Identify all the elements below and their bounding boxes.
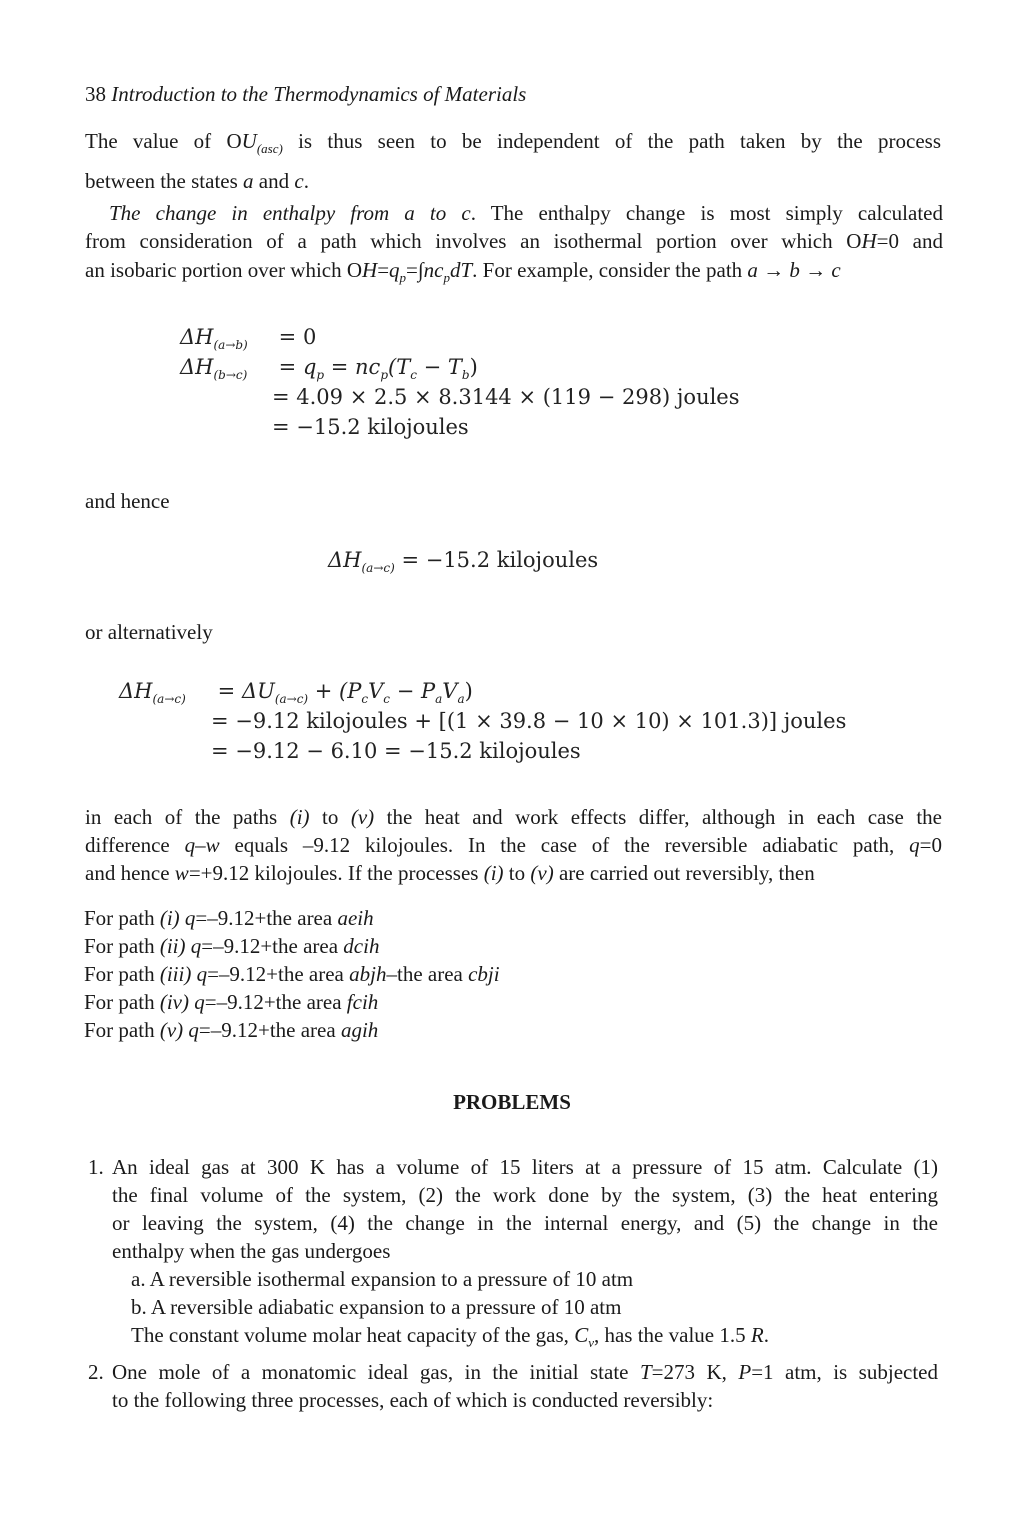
- list-item: For path (v) q=–9.12+the area agih: [84, 1018, 379, 1042]
- enthalpy-heading: The change in enthalpy from a to c: [109, 201, 471, 225]
- list-item: For path (iii) q=–9.12+the area abjh–the area cbji: [84, 962, 500, 986]
- paths-line-1: in each of the paths (i) to (v) the heat and work effects differ, although in each case the: [85, 805, 942, 829]
- problem-1-part-a: a. A reversible isothermal expansion to a pressure of 10 atm: [131, 1267, 634, 1291]
- page-header: [85, 80, 526, 108]
- list-item: For path (i) q=–9.12+the area aeih: [84, 906, 374, 930]
- problem-2-line-1: One mole of a monatomic ideal gas, in the initial state T=273 K, P=1 atm, is subjected: [112, 1360, 938, 1384]
- equation-row: = 4.09 × 2.5 × 8.3144 × (119 − 298) joules: [272, 385, 740, 409]
- list-item: For path (ii) q=–9.12+the area dcih: [84, 934, 380, 958]
- equation-row: $\Delta H_{(a\to c)} = \Delta U_{(a\to c)} + (P_cV_c - P_aV_a)$: [119, 679, 473, 707]
- equation-row: = −15.2 kilojoules: [272, 415, 469, 439]
- problem-1-number: 1.: [88, 1155, 104, 1179]
- intro-line-2: between the states a and c.: [85, 169, 309, 193]
- paths-line-3: and hence w=+9.12 kilojoules. If the processes (i) to (v) are carried out reversibly, then: [85, 861, 815, 885]
- problem-1-note: The constant volume molar heat capacity of the gas, $C_v$, has the value 1.5 R.: [131, 1323, 769, 1351]
- equation-block-3: [119, 676, 846, 766]
- equation-block-1: [180, 322, 740, 442]
- problem-1-part-b: b. A reversible adiabatic expansion to a pressure of 10 atm: [131, 1295, 622, 1319]
- path-list: [84, 904, 500, 1044]
- enthalpy-line-3: an isobaric portion over which $OH=q_p=\int nc_pdT$. For example, consider the path a → b → c: [85, 258, 841, 286]
- equation-row: = −9.12 kilojoules + [(1 × 39.8 − 10 × 10) × 101.3)] joules: [211, 709, 847, 733]
- enthalpy-line-2: from consideration of a path which involves an isothermal portion over which OH=0 and: [85, 229, 943, 253]
- equation-block-2: $\Delta H_{(a\to c)} = -15.2$ kilojoules: [328, 548, 599, 576]
- list-item: For path (iv) q=–9.12+the area fcih: [84, 990, 379, 1014]
- book-title: Introduction to the Thermodynamics of Materials: [111, 82, 527, 106]
- and-hence-text: and hence: [85, 489, 170, 513]
- equation-row: $\Delta H_{(a\to b)} = 0$: [180, 325, 317, 353]
- problem-1-line-1: An ideal gas at 300 K has a volume of 15 liters at a pressure of 15 atm. Calculate (1): [112, 1155, 938, 1179]
- problem-1-line-4: enthalpy when the gas undergoes: [112, 1239, 391, 1263]
- problem-2-line-2: to the following three processes, each of which is conducted reversibly:: [112, 1388, 714, 1412]
- problems-heading: PROBLEMS: [453, 1090, 571, 1114]
- page-number: 38: [85, 82, 106, 106]
- equation-row: $\Delta H_{(b\to c)} = q_p = nc_p(T_c - T_b)$: [180, 355, 478, 383]
- intro-line-1: The value of $OU_{(asc)}$ is thus seen to be independent of the path taken by the process: [85, 129, 941, 157]
- paths-line-2: difference q–w equals –9.12 kilojoules. In the case of the reversible adiabatic path, q=0: [85, 833, 942, 857]
- enthalpy-line-1: The change in enthalpy from a to c. The enthalpy change is most simply calculated: [109, 201, 943, 225]
- problem-1-line-2: the final volume of the system, (2) the work done by the system, (3) the heat entering: [112, 1183, 938, 1207]
- problem-1-line-3: or leaving the system, (4) the change in the internal energy, and (5) the change in the: [112, 1211, 938, 1235]
- or-alternatively-text: or alternatively: [85, 620, 213, 644]
- equation-row: = −9.12 − 6.10 = −15.2 kilojoules: [211, 739, 581, 763]
- problem-2-number: 2.: [88, 1360, 104, 1384]
